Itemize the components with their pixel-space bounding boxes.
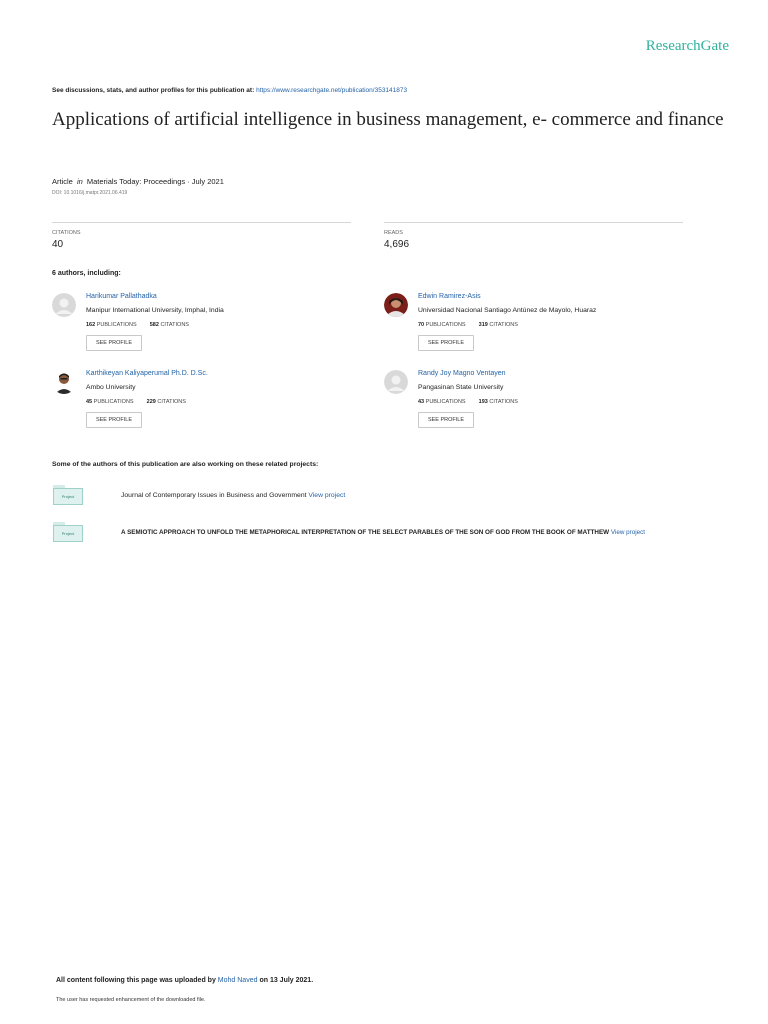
researchgate-logo[interactable]: ResearchGate [645,38,729,54]
publications-label: PUBLICATIONS [425,399,466,405]
author-name[interactable]: Edwin Ramirez-Asis [418,293,481,300]
author-photo-avatar[interactable] [384,293,408,317]
publications-label: PUBLICATIONS [425,322,466,328]
article-title: Applications of artificial intelligence in business management, e- commerce and finance [52,109,724,130]
article-journal[interactable]: Materials Today: Proceedings · July 2021 [86,177,224,186]
reads-value: 4,696 [384,239,410,250]
publication-url-link[interactable]: https://www.researchgate.net/publication/353141873 [256,87,408,94]
citations-label: CITATIONS [160,322,189,328]
upload-suffix: on 13 July 2021. [259,977,314,984]
see-profile-button[interactable]: SEE PROFILE [418,335,474,351]
citations-count: 319 [478,322,488,328]
article-type: Article [52,177,73,186]
publications-count: 43 [418,399,425,405]
article-in: in [76,177,83,186]
see-profile-button[interactable]: SEE PROFILE [86,412,142,428]
citations-count: 582 [149,322,159,328]
author-card [384,370,714,432]
project-row [121,492,345,499]
default-avatar-icon[interactable] [52,293,76,317]
author-stats [86,399,186,405]
author-institution: Universidad Nacional Santiago Antúnez de Mayolo, Huaraz [418,307,597,314]
author-stats [86,322,189,328]
author-card [52,370,382,432]
project-folder-icon[interactable]: Project [53,522,83,542]
see-profile-button[interactable]: SEE PROFILE [86,335,142,351]
publications-count: 45 [86,399,93,405]
view-project-link[interactable]: View project [308,492,346,499]
upload-note [56,977,313,984]
author-name[interactable]: Randy Joy Magno Ventayen [418,370,506,377]
see-discussions-text: See discussions, stats, and author profiles for this publication at: [52,87,255,94]
author-photo-avatar[interactable] [52,370,76,394]
publications-label: PUBLICATIONS [96,322,137,328]
article-doi[interactable]: DOI: 10.1016/j.matpr.2021.06.419 [52,190,128,196]
upload-prefix: All content following this page was uploaded by [56,977,216,984]
citations-value: 40 [52,239,64,250]
publications-label: PUBLICATIONS [93,399,134,405]
publications-count: 70 [418,322,425,328]
citations-count: 193 [478,399,488,405]
projects-heading: Some of the authors of this publication are also working on these related projects: [52,461,319,468]
reads-divider [384,222,683,223]
citations-divider [52,222,351,223]
default-avatar-icon[interactable] [384,370,408,394]
author-institution: Ambo University [86,384,136,391]
view-project-link[interactable]: View project [610,529,646,536]
project-title: A SEMIOTIC APPROACH TO UNFOLD THE METAPHORICAL INTERPRETATION OF THE SELECT PARABLES OF THE SON OF GOD FROM THE BOOK OF MATTHEW [121,529,610,536]
project-title: Journal of Contemporary Issues in Business and Government [121,492,307,499]
author-card [52,293,382,355]
see-discussions-line [52,87,407,94]
citations-label: CITATIONS [489,399,518,405]
citations-label: CITATIONS [489,322,518,328]
author-institution: Pangasinan State University [418,384,504,391]
see-profile-button[interactable]: SEE PROFILE [418,412,474,428]
citations-count: 229 [146,399,156,405]
authors-heading: 6 authors, including: [52,270,121,277]
author-name[interactable]: Harikumar Pallathadka [86,293,157,300]
publications-count: 162 [86,322,96,328]
author-card [384,293,714,355]
author-stats [418,399,518,405]
citations-label: CITATIONS [52,230,81,236]
enhancement-note: The user has requested enhancement of the downloaded file. [56,997,206,1003]
author-institution: Manipur International University, Imphal, India [86,307,224,314]
citations-label: CITATIONS [157,399,186,405]
article-meta [52,177,224,186]
project-row [121,529,645,536]
uploader-link[interactable]: Mohd Naved [217,977,258,984]
author-stats [418,322,518,328]
project-folder-icon[interactable]: Project [53,485,83,505]
reads-label: READS [384,230,403,236]
author-name[interactable]: Karthikeyan Kaliyaperumal Ph.D. D.Sc. [86,370,208,377]
